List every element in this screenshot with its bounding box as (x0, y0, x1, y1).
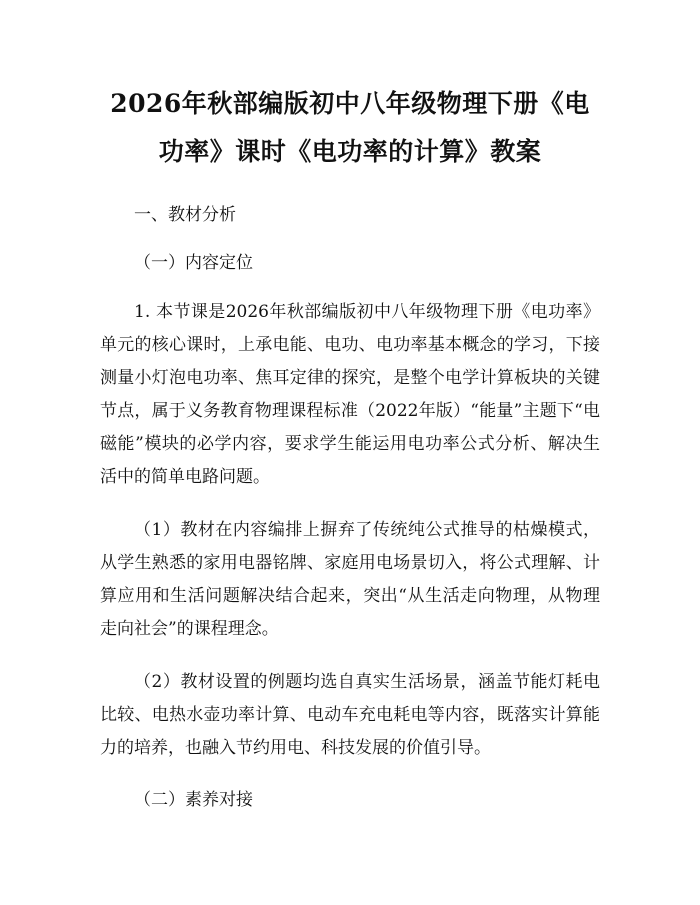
paragraph-content-arrangement: （1）教材在内容编排上摒弃了传统纯公式推导的枯燥模式，从学生熟悉的家用电器铭牌、家庭用电场景切入，将公式理解、计算应用和生活问题解决结合起来，突出“从生活走向物理，从物理走向社会”的课程理念。 (100, 520, 600, 639)
paragraph-example-problems: （2）教材设置的例题均选自真实生活场景，涵盖节能灯耗电比较、电热水壶功率计算、电动车充电耗电等内容，既落实计算能力的培养，也融入节约用电、科技发展的价值引导。 (100, 672, 600, 758)
subsection-heading-competency-alignment: （二）素养对接 (134, 790, 253, 810)
document-title: 2026年秋部编版初中八年级物理下册《电功率》课时《电功率的计算》教案 (110, 89, 590, 166)
paragraph-lesson-position: 1. 本节课是2026年秋部编版初中八年级物理下册《电功率》单元的核心课时，上承电能、电功、电功率基本概念的学习，下接测量小灯泡电功率、焦耳定律的探究，是整个电学计算板块的关键节点，属于义务教育物理课程标准（2022年版）“能量”主题下“电磁能”模块的必学内容，要求学生能运用电功率公式分析、解决生活中的简单电路问题。 (100, 302, 600, 487)
subsection-heading-content-positioning: （一）内容定位 (134, 253, 253, 273)
section-heading-teaching-material-analysis: 一、教材分析 (134, 205, 236, 225)
